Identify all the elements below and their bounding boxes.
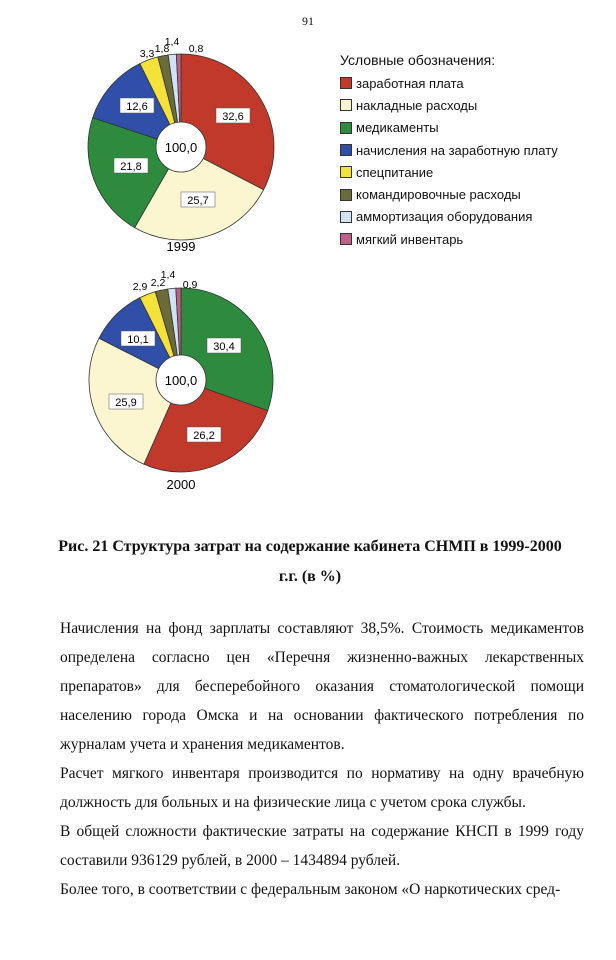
legend-swatch bbox=[340, 144, 352, 156]
data-label: 10,1 bbox=[127, 334, 149, 346]
legend-swatch bbox=[340, 166, 352, 178]
pie-title: 2000 bbox=[166, 477, 196, 492]
data-label: 1,4 bbox=[160, 269, 176, 281]
legend bbox=[340, 52, 558, 250]
data-label: 0,8 bbox=[188, 43, 204, 55]
legend-item bbox=[340, 183, 558, 205]
data-label: 1,8 bbox=[154, 43, 170, 55]
caption-line-1: Рис. 21 Структура затрат на содержание кабинета СНМП в 1999-2000 bbox=[58, 538, 562, 555]
page-number: 91 bbox=[302, 14, 314, 28]
data-label: 32,6 bbox=[222, 111, 244, 123]
pie-center-label: 100,0 bbox=[164, 373, 198, 388]
data-label: 30,4 bbox=[213, 341, 235, 353]
legend-item bbox=[340, 228, 558, 250]
legend-label: спецпитание bbox=[356, 164, 434, 180]
legend-label: начисления на заработную плату bbox=[356, 142, 558, 158]
pie-center-label: 100,0 bbox=[164, 140, 198, 155]
legend-item bbox=[340, 117, 558, 139]
legend-item bbox=[340, 94, 558, 116]
legend-label: накладные расходы bbox=[356, 97, 478, 113]
data-label: 2,2 bbox=[150, 277, 166, 289]
body-text bbox=[60, 614, 584, 904]
data-label: 21,8 bbox=[120, 161, 142, 173]
legend-label: командировочные расходы bbox=[356, 187, 521, 203]
legend-title: Условные обозначения: bbox=[340, 52, 496, 68]
legend-label: заработная плата bbox=[356, 75, 464, 91]
data-label: 0,9 bbox=[182, 279, 198, 291]
legend-swatch bbox=[340, 211, 352, 223]
pie-title: 1999 bbox=[166, 239, 196, 254]
legend-swatch bbox=[340, 233, 352, 245]
figure-caption bbox=[40, 532, 580, 592]
legend-item bbox=[340, 139, 558, 161]
pie-chart-1999 bbox=[88, 36, 274, 254]
data-label: 3,3 bbox=[139, 48, 155, 60]
legend-label: медикаменты bbox=[356, 120, 439, 136]
data-label: 25,9 bbox=[115, 397, 137, 409]
legend-swatch bbox=[340, 77, 352, 89]
legend-item bbox=[340, 206, 558, 228]
data-label: 2,9 bbox=[132, 281, 148, 293]
legend-swatch bbox=[340, 99, 352, 111]
legend-label: аммортизация оборудования bbox=[356, 209, 533, 225]
data-label: 12,6 bbox=[126, 101, 148, 113]
paragraph-3: В общей сложности фактические затраты на содержание КНСП в 1999 году составили 936129 рублей, в 2000 – 1434894 рублей. bbox=[60, 823, 584, 869]
paragraph-4: Более того, в соответствии с федеральным законом «О наркотических сред- bbox=[60, 881, 561, 898]
pie-chart-2000 bbox=[89, 269, 273, 492]
data-label: 1,4 bbox=[164, 36, 180, 48]
paragraph-2: Расчет мягкого инвентаря производится по нормативу на одну врачебную должность для больных и на физические лица с учетом срока службы. bbox=[60, 765, 584, 811]
legend-item bbox=[340, 161, 558, 183]
legend-label: мягкий инвентарь bbox=[356, 231, 464, 247]
legend-swatch bbox=[340, 122, 352, 134]
legend-item bbox=[340, 72, 558, 94]
caption-line-2: г.г. (в %) bbox=[278, 568, 342, 585]
data-label: 26,2 bbox=[193, 430, 215, 442]
legend-swatch bbox=[340, 189, 352, 201]
paragraph-1: Начисления на фонд зарплаты составляют 38,5%. Стоимость медикаментов определена согласно цен «Перечня жизненно-важных лекарственных препаратов» для бесперебойного оказания стоматологической помощи населению города Омска и на основании фактического потребления по журналам учета и хранения медикаментов. bbox=[60, 620, 584, 753]
data-label: 25,7 bbox=[187, 195, 209, 207]
